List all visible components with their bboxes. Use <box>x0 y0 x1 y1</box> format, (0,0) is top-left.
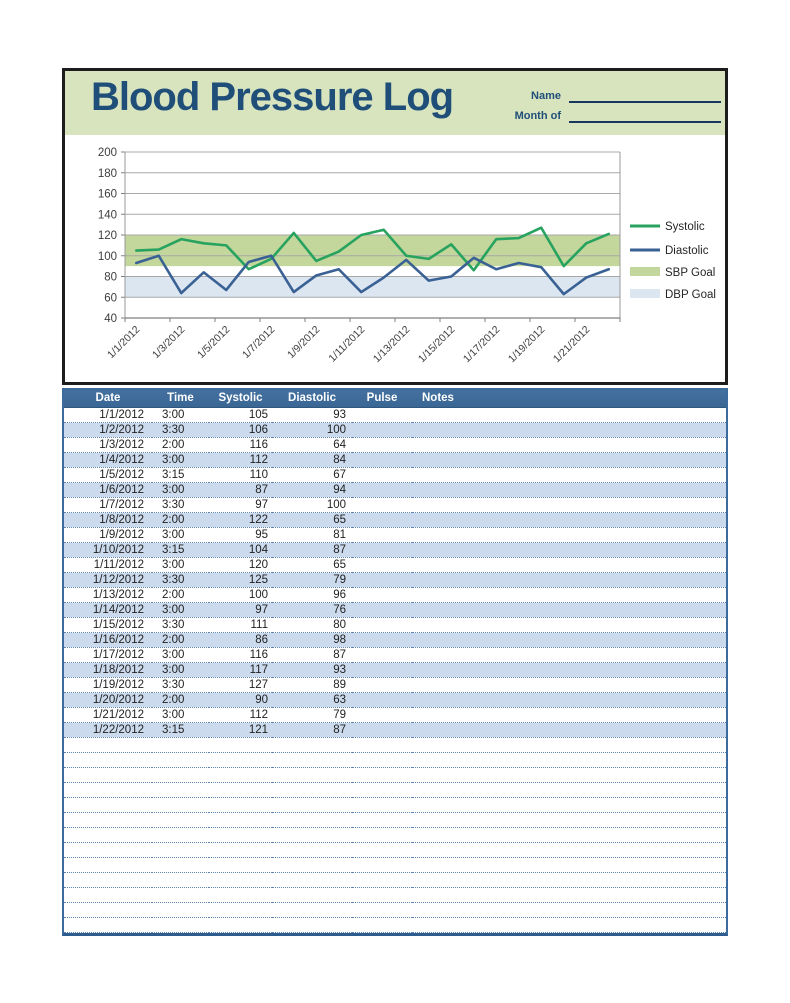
cell-notes[interactable] <box>412 497 726 512</box>
cell-date[interactable]: 1/16/2012 <box>64 632 152 647</box>
cell-pulse[interactable] <box>352 542 412 557</box>
empty-cell[interactable] <box>209 902 272 917</box>
empty-cell[interactable] <box>209 767 272 782</box>
cell-sys[interactable]: 104 <box>209 542 272 557</box>
empty-cell[interactable] <box>272 842 352 857</box>
x-tick-label: 1/17/2012 <box>460 323 503 366</box>
cell-notes[interactable] <box>412 542 726 557</box>
table-row <box>64 587 726 602</box>
table-row <box>64 512 726 527</box>
empty-cell[interactable] <box>352 917 412 932</box>
empty-cell[interactable] <box>412 842 726 857</box>
cell-pulse[interactable] <box>352 647 412 662</box>
cell-pulse[interactable] <box>352 722 412 737</box>
legend-swatch-dbp-goal <box>630 289 660 298</box>
empty-cell[interactable] <box>272 872 352 887</box>
empty-cell[interactable] <box>272 917 352 932</box>
x-tick-label: 1/1/2012 <box>104 323 143 362</box>
cell-dia[interactable]: 87 <box>272 647 352 662</box>
table-row <box>64 602 726 617</box>
table-row <box>64 407 726 422</box>
cell-date[interactable]: 1/8/2012 <box>64 512 152 527</box>
x-tick-label: 1/21/2012 <box>550 323 593 366</box>
empty-cell[interactable] <box>412 857 726 872</box>
table-row <box>64 557 726 572</box>
empty-cell[interactable] <box>152 752 209 767</box>
empty-cell[interactable] <box>209 827 272 842</box>
cell-pulse[interactable] <box>352 707 412 722</box>
empty-cell[interactable] <box>272 737 352 752</box>
empty-cell[interactable] <box>64 782 152 797</box>
header-row <box>64 390 726 407</box>
cell-pulse[interactable] <box>352 527 412 542</box>
cell-pulse[interactable] <box>352 602 412 617</box>
empty-cell[interactable] <box>64 752 152 767</box>
cell-sys[interactable]: 112 <box>209 707 272 722</box>
x-tick-label: 1/15/2012 <box>415 323 458 366</box>
cell-dia[interactable]: 81 <box>272 527 352 542</box>
cell-notes[interactable] <box>412 407 726 422</box>
bp-log-table-section <box>62 388 728 936</box>
cell-notes[interactable] <box>412 662 726 677</box>
cell-time[interactable]: 3:15 <box>152 467 209 482</box>
cell-time[interactable]: 3:00 <box>152 707 209 722</box>
cell-time[interactable]: 3:00 <box>152 662 209 677</box>
table-row <box>64 707 726 722</box>
cell-time[interactable]: 3:15 <box>152 542 209 557</box>
cell-pulse[interactable] <box>352 482 412 497</box>
cell-date[interactable]: 1/6/2012 <box>64 482 152 497</box>
cell-dia[interactable]: 64 <box>272 437 352 452</box>
cell-date[interactable]: 1/22/2012 <box>64 722 152 737</box>
column-header-date: Date <box>64 390 152 407</box>
cell-dia[interactable]: 93 <box>272 662 352 677</box>
table-row <box>64 572 726 587</box>
cell-sys[interactable]: 90 <box>209 692 272 707</box>
empty-cell[interactable] <box>352 872 412 887</box>
cell-date[interactable]: 1/15/2012 <box>64 617 152 632</box>
empty-cell[interactable] <box>64 872 152 887</box>
cell-pulse[interactable] <box>352 557 412 572</box>
empty-cell[interactable] <box>152 842 209 857</box>
log-header-section <box>62 68 728 385</box>
cell-sys[interactable]: 122 <box>209 512 272 527</box>
cell-pulse[interactable] <box>352 512 412 527</box>
cell-notes[interactable] <box>412 512 726 527</box>
cell-date[interactable]: 1/11/2012 <box>64 557 152 572</box>
cell-sys[interactable]: 105 <box>209 407 272 422</box>
cell-notes[interactable] <box>412 482 726 497</box>
cell-date[interactable]: 1/1/2012 <box>64 407 152 422</box>
cell-pulse[interactable] <box>352 497 412 512</box>
cell-sys[interactable]: 100 <box>209 587 272 602</box>
name-fields <box>483 83 721 123</box>
cell-time[interactable]: 3:00 <box>152 602 209 617</box>
y-tick-label: 120 <box>97 230 117 242</box>
empty-cell[interactable] <box>152 902 209 917</box>
empty-cell[interactable] <box>209 887 272 902</box>
cell-notes[interactable] <box>412 452 726 467</box>
cell-notes[interactable] <box>412 587 726 602</box>
cell-time[interactable]: 3:00 <box>152 527 209 542</box>
cell-sys[interactable]: 125 <box>209 572 272 587</box>
empty-cell[interactable] <box>412 767 726 782</box>
cell-time[interactable]: 3:30 <box>152 497 209 512</box>
empty-cell[interactable] <box>152 887 209 902</box>
name-field-row <box>483 83 721 103</box>
table-row <box>64 617 726 632</box>
empty-cell[interactable] <box>64 827 152 842</box>
empty-cell[interactable] <box>152 782 209 797</box>
column-header-diastolic: Diastolic <box>272 390 352 407</box>
cell-pulse[interactable] <box>352 587 412 602</box>
dbp-goal-band <box>125 277 620 298</box>
cell-notes[interactable] <box>412 617 726 632</box>
empty-row <box>64 902 726 917</box>
empty-cell[interactable] <box>64 857 152 872</box>
empty-cell[interactable] <box>352 752 412 767</box>
cell-time[interactable]: 3:30 <box>152 422 209 437</box>
x-tick-label: 1/3/2012 <box>149 323 188 362</box>
empty-cell[interactable] <box>412 782 726 797</box>
empty-cell[interactable] <box>272 797 352 812</box>
empty-cell[interactable] <box>209 812 272 827</box>
empty-row <box>64 917 726 932</box>
cell-dia[interactable]: 65 <box>272 557 352 572</box>
empty-cell[interactable] <box>352 797 412 812</box>
cell-notes[interactable] <box>412 467 726 482</box>
cell-time[interactable]: 3:30 <box>152 677 209 692</box>
column-header-notes: Notes <box>412 390 726 407</box>
cell-notes[interactable] <box>412 422 726 437</box>
page-title: Blood Pressure Log <box>91 75 454 119</box>
empty-row <box>64 827 726 842</box>
empty-row <box>64 812 726 827</box>
bp-chart <box>65 135 725 382</box>
empty-cell[interactable] <box>209 842 272 857</box>
table-row <box>64 542 726 557</box>
y-tick-label: 200 <box>97 147 117 159</box>
empty-cell[interactable] <box>272 827 352 842</box>
column-header-pulse: Pulse <box>352 390 412 407</box>
empty-row <box>64 752 726 767</box>
empty-cell[interactable] <box>412 887 726 902</box>
month-of-label: Month of <box>514 110 561 122</box>
empty-cell[interactable] <box>152 917 209 932</box>
empty-cell[interactable] <box>352 842 412 857</box>
table-row <box>64 497 726 512</box>
y-tick-label: 140 <box>97 209 117 222</box>
cell-notes[interactable] <box>412 572 726 587</box>
empty-cell[interactable] <box>272 752 352 767</box>
cell-notes[interactable] <box>412 692 726 707</box>
cell-notes[interactable] <box>412 437 726 452</box>
empty-cell[interactable] <box>209 917 272 932</box>
table-row <box>64 677 726 692</box>
cell-notes[interactable] <box>412 557 726 572</box>
cell-dia[interactable]: 79 <box>272 707 352 722</box>
cell-time[interactable]: 3:15 <box>152 722 209 737</box>
cell-date[interactable]: 1/10/2012 <box>64 542 152 557</box>
bp-table-head <box>64 390 726 407</box>
cell-dia[interactable]: 80 <box>272 617 352 632</box>
cell-dia[interactable]: 98 <box>272 632 352 647</box>
cell-time[interactable]: 2:00 <box>152 692 209 707</box>
cell-time[interactable]: 3:00 <box>152 452 209 467</box>
legend-label: Diastolic <box>665 245 709 257</box>
empty-cell[interactable] <box>352 857 412 872</box>
empty-cell[interactable] <box>352 812 412 827</box>
empty-row <box>64 887 726 902</box>
empty-cell[interactable] <box>64 902 152 917</box>
empty-row <box>64 782 726 797</box>
cell-sys[interactable]: 112 <box>209 452 272 467</box>
empty-cell[interactable] <box>412 917 726 932</box>
x-tick-label: 1/9/2012 <box>284 323 323 362</box>
legend-label: SBP Goal <box>665 267 716 279</box>
empty-cell[interactable] <box>352 887 412 902</box>
table-row <box>64 662 726 677</box>
cell-notes[interactable] <box>412 707 726 722</box>
x-tick-label: 1/5/2012 <box>194 323 233 362</box>
cell-time[interactable]: 3:00 <box>152 407 209 422</box>
cell-dia[interactable]: 94 <box>272 482 352 497</box>
x-tick-label: 1/11/2012 <box>326 323 368 365</box>
cell-date[interactable]: 1/2/2012 <box>64 422 152 437</box>
cell-date[interactable]: 1/3/2012 <box>64 437 152 452</box>
cell-date[interactable]: 1/14/2012 <box>64 602 152 617</box>
cell-date[interactable]: 1/7/2012 <box>64 497 152 512</box>
cell-time[interactable]: 2:00 <box>152 437 209 452</box>
cell-sys[interactable]: 127 <box>209 677 272 692</box>
cell-sys[interactable]: 86 <box>209 632 272 647</box>
cell-sys[interactable]: 117 <box>209 662 272 677</box>
empty-cell[interactable] <box>64 767 152 782</box>
cell-sys[interactable]: 121 <box>209 722 272 737</box>
cell-time[interactable]: 2:00 <box>152 632 209 647</box>
name-input-line[interactable] <box>569 87 721 103</box>
cell-date[interactable]: 1/4/2012 <box>64 452 152 467</box>
y-tick-label: 40 <box>104 313 117 325</box>
empty-cell[interactable] <box>152 857 209 872</box>
empty-cell[interactable] <box>209 857 272 872</box>
cell-dia[interactable]: 93 <box>272 407 352 422</box>
y-tick-label: 60 <box>104 292 117 305</box>
cell-time[interactable]: 3:30 <box>152 572 209 587</box>
cell-dia[interactable]: 84 <box>272 452 352 467</box>
empty-cell[interactable] <box>272 812 352 827</box>
legend-label: DBP Goal <box>665 289 716 301</box>
cell-time[interactable]: 3:00 <box>152 482 209 497</box>
bp-table <box>64 390 726 933</box>
empty-row <box>64 767 726 782</box>
cell-sys[interactable]: 120 <box>209 557 272 572</box>
cell-date[interactable]: 1/21/2012 <box>64 707 152 722</box>
cell-notes[interactable] <box>412 647 726 662</box>
empty-row <box>64 857 726 872</box>
cell-pulse[interactable] <box>352 572 412 587</box>
empty-cell[interactable] <box>412 872 726 887</box>
empty-cell[interactable] <box>209 782 272 797</box>
cell-pulse[interactable] <box>352 452 412 467</box>
column-header-systolic: Systolic <box>209 390 272 407</box>
empty-cell[interactable] <box>412 827 726 842</box>
empty-cell[interactable] <box>272 857 352 872</box>
cell-time[interactable]: 3:00 <box>152 557 209 572</box>
cell-date[interactable]: 1/12/2012 <box>64 572 152 587</box>
cell-notes[interactable] <box>412 677 726 692</box>
cell-notes[interactable] <box>412 602 726 617</box>
cell-pulse[interactable] <box>352 437 412 452</box>
cell-pulse[interactable] <box>352 617 412 632</box>
empty-cell[interactable] <box>352 737 412 752</box>
bp-chart-svg <box>65 135 725 382</box>
table-row <box>64 722 726 737</box>
sbp-goal-band <box>125 235 620 266</box>
empty-cell[interactable] <box>152 872 209 887</box>
cell-date[interactable]: 1/5/2012 <box>64 467 152 482</box>
empty-cell[interactable] <box>64 842 152 857</box>
empty-cell[interactable] <box>209 752 272 767</box>
table-row <box>64 437 726 452</box>
cell-dia[interactable]: 96 <box>272 587 352 602</box>
empty-cell[interactable] <box>412 752 726 767</box>
cell-sys[interactable]: 97 <box>209 602 272 617</box>
empty-cell[interactable] <box>352 827 412 842</box>
empty-cell[interactable] <box>352 767 412 782</box>
empty-cell[interactable] <box>64 917 152 932</box>
table-row <box>64 482 726 497</box>
table-row <box>64 527 726 542</box>
empty-cell[interactable] <box>412 797 726 812</box>
empty-cell[interactable] <box>272 902 352 917</box>
table-row <box>64 692 726 707</box>
empty-cell[interactable] <box>152 737 209 752</box>
cell-dia[interactable]: 87 <box>272 722 352 737</box>
y-tick-label: 100 <box>97 250 117 263</box>
month-field-row <box>483 103 721 123</box>
cell-sys[interactable]: 111 <box>209 617 272 632</box>
cell-date[interactable]: 1/13/2012 <box>64 587 152 602</box>
cell-sys[interactable]: 97 <box>209 497 272 512</box>
empty-row <box>64 737 726 752</box>
empty-cell[interactable] <box>272 767 352 782</box>
y-tick-label: 160 <box>97 188 117 201</box>
empty-cell[interactable] <box>352 782 412 797</box>
cell-date[interactable]: 1/17/2012 <box>64 647 152 662</box>
table-row <box>64 467 726 482</box>
cell-time[interactable]: 2:00 <box>152 512 209 527</box>
table-row <box>64 422 726 437</box>
empty-cell[interactable] <box>64 812 152 827</box>
cell-sys[interactable]: 106 <box>209 422 272 437</box>
cell-pulse[interactable] <box>352 677 412 692</box>
cell-dia[interactable]: 87 <box>272 542 352 557</box>
empty-cell[interactable] <box>209 737 272 752</box>
table-row <box>64 632 726 647</box>
cell-time[interactable]: 3:00 <box>152 647 209 662</box>
y-tick-label: 180 <box>97 167 117 180</box>
x-tick-label: 1/13/2012 <box>370 323 413 366</box>
cell-time[interactable]: 3:30 <box>152 617 209 632</box>
empty-cell[interactable] <box>152 812 209 827</box>
cell-dia[interactable]: 67 <box>272 467 352 482</box>
cell-sys[interactable]: 110 <box>209 467 272 482</box>
cell-time[interactable]: 2:00 <box>152 587 209 602</box>
y-tick-label: 80 <box>104 271 117 284</box>
cell-notes[interactable] <box>412 722 726 737</box>
x-tick-label: 1/19/2012 <box>505 323 548 366</box>
empty-cell[interactable] <box>272 782 352 797</box>
empty-cell[interactable] <box>412 737 726 752</box>
cell-pulse[interactable] <box>352 422 412 437</box>
empty-row <box>64 797 726 812</box>
cell-date[interactable]: 1/20/2012 <box>64 692 152 707</box>
empty-cell[interactable] <box>64 737 152 752</box>
empty-cell[interactable] <box>412 902 726 917</box>
month-input-line[interactable] <box>569 107 721 123</box>
cell-dia[interactable]: 63 <box>272 692 352 707</box>
name-label: Name <box>531 90 561 102</box>
empty-cell[interactable] <box>412 812 726 827</box>
column-header-time: Time <box>152 390 209 407</box>
cell-notes[interactable] <box>412 632 726 647</box>
empty-cell[interactable] <box>352 902 412 917</box>
cell-sys[interactable]: 116 <box>209 647 272 662</box>
cell-dia[interactable]: 76 <box>272 602 352 617</box>
cell-pulse[interactable] <box>352 662 412 677</box>
cell-date[interactable]: 1/19/2012 <box>64 677 152 692</box>
cell-sys[interactable]: 116 <box>209 437 272 452</box>
legend-swatch-sbp-goal <box>630 267 660 276</box>
empty-row <box>64 872 726 887</box>
cell-sys[interactable]: 87 <box>209 482 272 497</box>
cell-dia[interactable]: 79 <box>272 572 352 587</box>
bp-table-body <box>64 407 726 932</box>
empty-cell[interactable] <box>152 827 209 842</box>
cell-notes[interactable] <box>412 527 726 542</box>
table-row <box>64 647 726 662</box>
cell-pulse[interactable] <box>352 467 412 482</box>
empty-cell[interactable] <box>64 887 152 902</box>
title-band <box>65 71 725 135</box>
empty-cell[interactable] <box>152 797 209 812</box>
empty-cell[interactable] <box>209 797 272 812</box>
cell-dia[interactable]: 100 <box>272 497 352 512</box>
cell-dia[interactable]: 89 <box>272 677 352 692</box>
legend-label: Systolic <box>665 221 705 233</box>
cell-pulse[interactable] <box>352 692 412 707</box>
empty-cell[interactable] <box>152 767 209 782</box>
table-row <box>64 452 726 467</box>
cell-date[interactable]: 1/9/2012 <box>64 527 152 542</box>
cell-dia[interactable]: 100 <box>272 422 352 437</box>
cell-pulse[interactable] <box>352 632 412 647</box>
empty-cell[interactable] <box>64 797 152 812</box>
empty-cell[interactable] <box>272 887 352 902</box>
x-tick-label: 1/7/2012 <box>239 323 278 362</box>
cell-sys[interactable]: 95 <box>209 527 272 542</box>
cell-pulse[interactable] <box>352 407 412 422</box>
cell-date[interactable]: 1/18/2012 <box>64 662 152 677</box>
cell-dia[interactable]: 65 <box>272 512 352 527</box>
empty-row <box>64 842 726 857</box>
empty-cell[interactable] <box>209 872 272 887</box>
